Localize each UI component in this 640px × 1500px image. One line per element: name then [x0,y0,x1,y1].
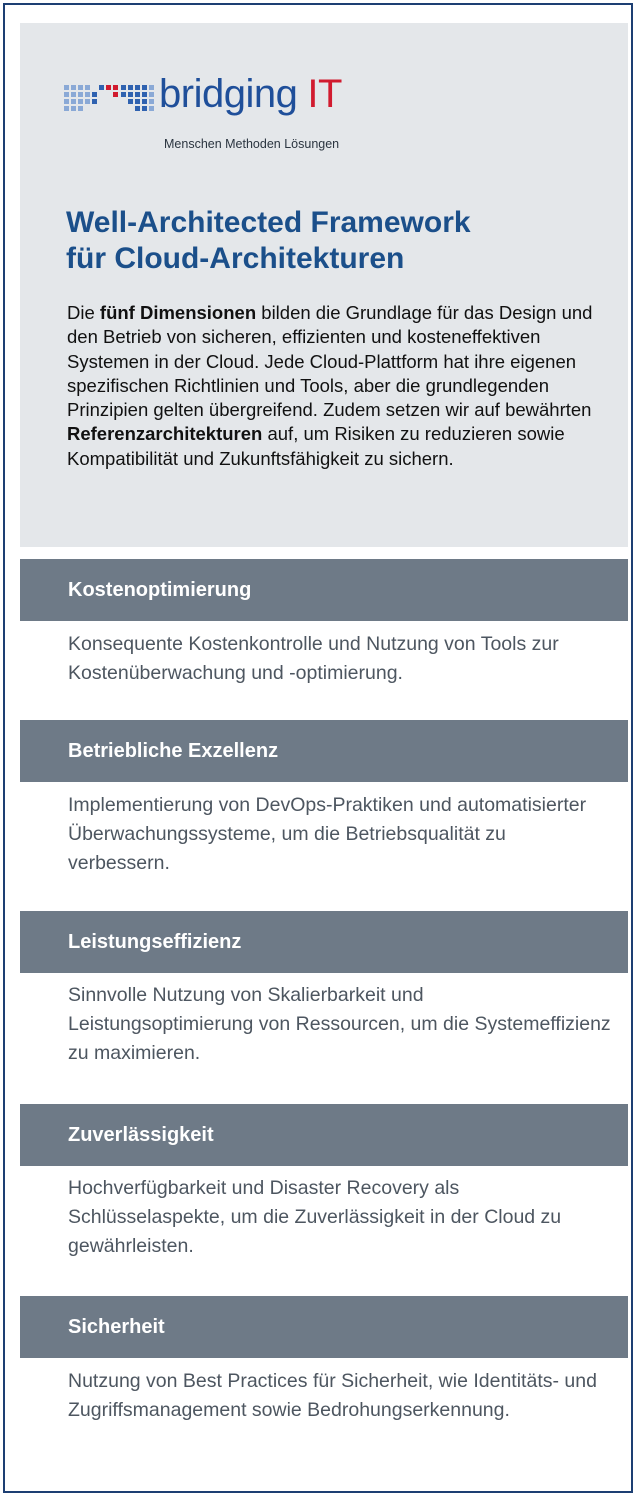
logo-wordmark [159,71,342,117]
intro-text-1: Die [67,302,100,323]
intro-text-2: bilden die Grundlage für das Design und den Betrieb von sicheren, effizienten und kosteneffektiven Systemen in der Cloud. Jede Cloud-Plattform hat ihre eigenen spezifischen Richtlinien und Tools, aber die grundlegenden Prinzipien gelten übergreifend. Zudem setzen wir auf bewährten [67,302,593,421]
page-frame [3,3,633,1493]
section-text-leistungseffizienz: Sinnvolle Nutzung von Skalierbarkeit und Leistungsoptimierung von Ressourcen, um die Systemeffizienz zu maximieren. [68,984,611,1064]
logo-dots-icon [64,85,156,115]
section-header-sicherheit: Sicherheit [20,1296,628,1358]
section-text-betriebliche-exzellenz: Implementierung von DevOps-Praktiken und automatisierter Überwachungssysteme, um die Betriebsqualität zu verbessern. [68,794,587,874]
logo-word-bridging: bridging [159,72,298,116]
page-title-line-2: für Cloud-Architekturen [66,242,405,275]
page-title-line-1: Well-Architected Framework [66,206,471,239]
logo-tagline: Menschen Methoden Lösungen [164,137,340,151]
section-header-betriebliche-exzellenz: Betriebliche Exzellenz [20,720,628,782]
intro-paragraph [67,301,615,471]
page-title [66,205,606,277]
section-text-kostenoptimierung: Konsequente Kostenkontrolle und Nutzung von Tools zur Kostenüberwachung und -optimierung. [68,633,559,684]
logo-word-it: IT [307,72,342,116]
intro-bold-reference-architectures: Referenzarchitekturen [67,423,263,445]
section-header-leistungseffizienz: Leistungseffizienz [20,911,628,973]
bridging-it-logo [64,71,394,156]
intro-text-3: auf, um Risiken zu reduzieren sowie Kompatibilität und Zukunftsfähigkeit zu sichern. [67,423,565,469]
intro-panel [20,23,628,547]
section-text-sicherheit: Nutzung von Best Practices für Sicherheit, wie Identitäts- und Zugriffsmanagement sowie Bedrohungserkennung. [68,1370,597,1421]
intro-bold-five-dimensions: fünf Dimensionen [99,302,257,323]
section-header-kostenoptimierung: Kostenoptimierung [20,559,628,621]
section-text-zuverlaessigkeit: Hochverfügbarkeit und Disaster Recovery als Schlüsselaspekte, um die Zuverlässigkeit in der Cloud zu gewährleisten. [68,1177,562,1257]
section-header-zuverlaessigkeit: Zuverlässigkeit [20,1104,628,1166]
